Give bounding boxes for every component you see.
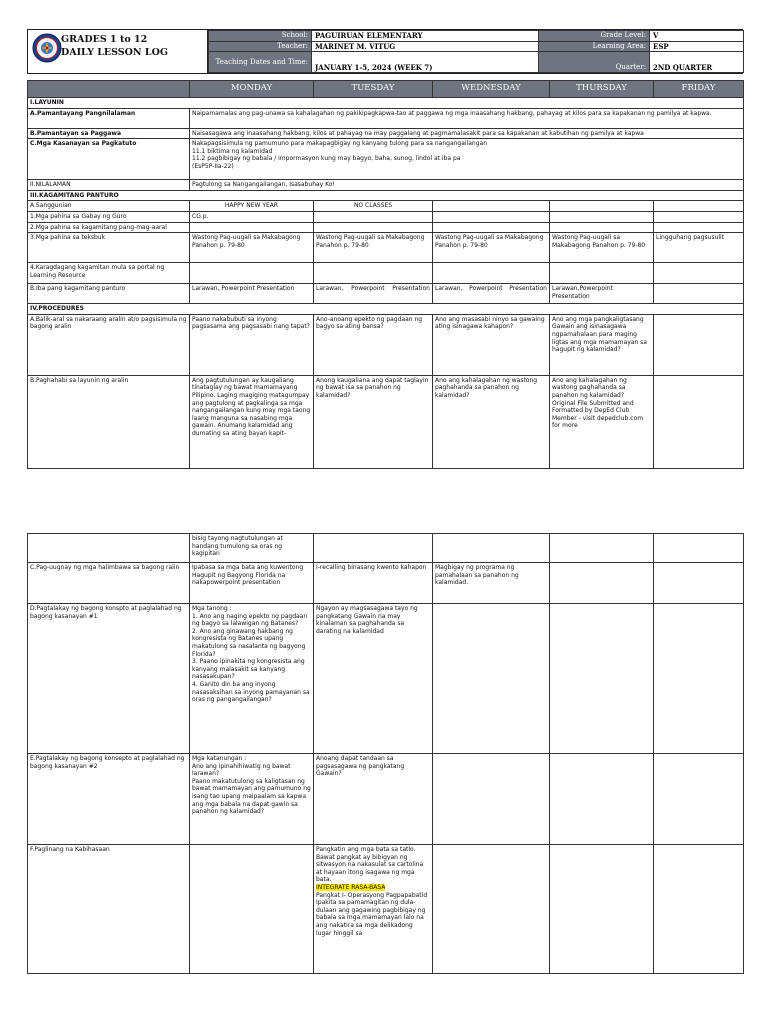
teksbuk-tuesday: Wastong Pag-uugali sa Makabagong Panahon p. 79-80 xyxy=(314,233,433,263)
teksbuk-friday: Lingguhang pagsusulit xyxy=(654,233,744,263)
empty-cell xyxy=(550,263,654,284)
empty-cell xyxy=(433,222,550,233)
sanggunian-tuesday: NO CLASSES xyxy=(314,201,433,212)
header-meta-table xyxy=(208,30,744,73)
text-pamantayang-pangnilalaman: Naipamamalas ang pag-unawa sa kahalagahan ng pakikipagkapwa-tao at paggawa ng mga inaasahang hakbang, pahayag at kilos para sa kapakanan ng pamilya at kapwa. xyxy=(190,108,744,128)
paghahabi-monday: Ang pagtutulungan ay kaugaliang tinataglay ng bawat mamamayang Pilipino. Laging magiging matagumpay ang pagtulong at pagkalinga sa mga nangangailangan kung may mga taong laang manguna sa nasabing mga gawain. Anumang kalamidad ang dumating sa ating bayan kapit- xyxy=(190,375,314,468)
header-title-block xyxy=(28,30,208,73)
label-gabay-ng-guro: 1.Mga pahina sa Gabay ng Guro xyxy=(28,211,190,222)
paghahabi-thursday: Ano ang kahalagahan ng wastong paghahanda sa panahon ng kalamidad? Original File Submitted and Formatted by DepEd Club Member - visit depedclub.com for more xyxy=(550,375,654,468)
pag-uugnay-thursday xyxy=(550,563,654,604)
label-teksbuk: 3.Mga pahina sa teksbuk xyxy=(28,233,190,263)
sanggunian-thursday xyxy=(550,201,654,212)
kagamitang-row xyxy=(28,190,744,201)
empty-cell xyxy=(654,222,744,233)
empty-cell xyxy=(433,534,550,563)
label-pagtalakay-2: E.Pagtalakay ng bagong konsepto at paglalahad ng bagong kasanayan #2 xyxy=(28,754,190,845)
grade-level-value: V xyxy=(650,31,744,42)
section-layunin: I.LAYUNIN xyxy=(28,98,744,109)
kasanayan-row xyxy=(28,139,744,180)
teksbuk-row xyxy=(28,233,744,263)
balik-aral-row xyxy=(28,314,744,375)
balik-aral-wednesday: Ano ang masasabi ninyo sa gawaing ating isinagawa kahapon? xyxy=(433,314,550,375)
pagtalakay-1-thursday xyxy=(550,604,654,754)
day-header-blank xyxy=(28,81,190,98)
iba-pang-tuesday: Larawan, Powerpoint Presentation xyxy=(314,284,433,304)
integrate-highlight xyxy=(316,884,430,892)
gabay-tuesday xyxy=(314,211,433,222)
teksbuk-thursday: Wastong Pag-uugali sa Makabagong Panahon p. 79-80 xyxy=(550,233,654,263)
pagtalakay-2-wednesday xyxy=(433,754,550,845)
paglinang-tuesday-instructions: Pangkatin ang mga bata sa tatlo. Bawat pangkat ay bibigyan ng sitwasyon na nakasulat sa cartolina at hayaan itong isagawa ng mga bata. xyxy=(316,846,424,884)
iba-pang-friday xyxy=(654,284,744,304)
paglinang-tuesday-group-1: Pangkat I- Operasyong Pagpapabatid Ipakita sa pamamagitan ng dula-dulaan ang gagawing pagbibigay ng babala sa mga mamamayan lalo na ang nakatira sa mga delikadong lugar hinggil sa xyxy=(316,891,428,937)
day-header-tuesday: TUESDAY xyxy=(314,81,433,98)
integrate-highlight-text: INTEGRATE RASA-BASA xyxy=(316,883,386,891)
iba-pang-thursday: Larawan,Powerpoint Presentation xyxy=(550,284,654,304)
balik-aral-thursday: Ano ang mga pangkaligtasang Gawain ang isinasagawa ngpamahalaan para maging ligtas ang mga mamamayan sa hagupit ng kalamidad? xyxy=(550,314,654,375)
teksbuk-wednesday: Wastong Pag-uugali sa Makabagong Panahon p. 79-80 xyxy=(433,233,550,263)
day-header-thursday: THURSDAY xyxy=(550,81,654,98)
empty-cell xyxy=(28,534,190,563)
empty-cell xyxy=(190,263,314,284)
pamantayang-pangnilalaman-row xyxy=(28,108,744,128)
pagtalakay-2-thursday xyxy=(550,754,654,845)
pagtalakay-2-friday xyxy=(654,754,744,845)
day-header-wednesday: WEDNESDAY xyxy=(433,81,550,98)
procedures-row xyxy=(28,304,744,315)
deped-seal-icon xyxy=(32,33,62,63)
label-paghahabi: B.Paghahabi sa layunin ng aralin xyxy=(28,375,190,468)
teksbuk-monday: Wastong Pag-uugali sa Makabagong Panahon p. 79-80 xyxy=(190,233,314,263)
paglinang-thursday xyxy=(550,845,654,974)
quarter-value: 2ND QUARTER xyxy=(650,52,744,73)
paglinang-friday xyxy=(654,845,744,974)
pagtalakay-2-row xyxy=(28,754,744,845)
lesson-grid-page-1 xyxy=(27,80,744,469)
header-title xyxy=(61,33,168,59)
empty-cell xyxy=(314,534,433,563)
pagtalakay-1-row xyxy=(28,604,744,754)
gabay-thursday xyxy=(550,211,654,222)
empty-cell xyxy=(314,222,433,233)
teacher-value: MARINET M. VITUG xyxy=(312,41,539,52)
balik-aral-tuesday: Ano-anoang epekto ng pagdaan ng bagyo sa ating bansa? xyxy=(314,314,433,375)
paglinang-row xyxy=(28,845,744,974)
pamantayan-sa-paggawa-row xyxy=(28,128,744,139)
iba-pang-wednesday: Larawan, Powerpoint Presentation xyxy=(433,284,550,304)
pagtalakay-1-friday xyxy=(654,604,744,754)
empty-cell xyxy=(550,222,654,233)
learning-area-value: ESP xyxy=(650,41,744,52)
sanggunian-wednesday xyxy=(433,201,550,212)
pagtalakay-1-monday: Mga tanong : 1. Ano ang naging epekto ng pagdaan ng bagyo sa lalawigan ng Batanes? 2. Ano ang ginawang hakbang ng kongresista ng Batanes upang makatulong sa nasalanta ng bagyong Florida? 3. Paano ipinakita ng kongresista ang kanyang malasakit sa kanyang nasasakupan? 4. Ganito din ba ang inyong nasasaksihan sa inyong pamayanan sa oras ng pangangailangan? xyxy=(190,604,314,754)
label-karagdagang-kagamitan: 4.Karagdagang kagamitan mula sa portal ng Learning Resource xyxy=(28,263,190,284)
layunin-row xyxy=(28,98,744,109)
school-value: PAGUIRUAN ELEMENTARY xyxy=(312,31,539,42)
text-kasanayan: Nakapagsisimula ng pamumuno para makapagbigay ng kanyang tulong para sa nangangailangan 11.1 biktima ng kalamidad 11.2 pagbibigay ng babala / impormasyon kung may bagyo, baha, sunog, lindol at iba pa (EsP5P-IIa-22) xyxy=(190,139,744,180)
day-header-row xyxy=(28,81,744,98)
paghahabi-friday xyxy=(654,375,744,468)
pagtalakay-1-tuesday: Ngayon ay magsasagawa tayo ng pangkatang Gawain na may kinalaman sa paghahanda sa darating na kalamidad xyxy=(314,604,433,754)
sanggunian-monday: HAPPY NEW YEAR xyxy=(190,201,314,212)
learning-area-label: Learning Area: xyxy=(539,41,650,52)
teacher-label: Teacher: xyxy=(209,41,312,52)
paglinang-wednesday xyxy=(433,845,550,974)
label-pamantayan-sa-paggawa: B.Pamantayan sa Paggawa xyxy=(28,128,190,139)
label-pamantayang-pangnilalaman: A.Pamantayang Pangnilalaman xyxy=(28,108,190,128)
kagamitang-pang-mag-aaral-row xyxy=(28,222,744,233)
label-sanggunian: A.Sanggunian xyxy=(28,201,190,212)
label-iba-pang-kagamitan: B.Iba pang kagamitang panturo xyxy=(28,284,190,304)
title-grades: GRADES 1 to 12 xyxy=(61,34,148,45)
gabay-monday: CG p. xyxy=(190,211,314,222)
paghahabi-continued-row xyxy=(28,534,744,563)
label-pagtalakay-1: D.Pagtalakay ng bagong konspto at paglalahad ng bagong kasanayan #1 xyxy=(28,604,190,754)
paghahabi-tuesday: Anong kaugaliana ang dapat taglayin ng bawat isa sa panahon ng kalamidad? xyxy=(314,375,433,468)
teaching-dates-value: JANUARY 1-5, 2024 (WEEK 7) xyxy=(312,52,539,73)
empty-cell xyxy=(654,534,744,563)
label-kasanayan: C.Mga Kasanayan sa Pagkatuto xyxy=(28,139,190,180)
pagtalakay-2-tuesday: Anoang dapat tandaan sa pagsasagawa ng pangkatang Gawain? xyxy=(314,754,433,845)
day-header-monday: MONDAY xyxy=(190,81,314,98)
teaching-dates-label: Teaching Dates and Time: xyxy=(209,52,312,73)
balik-aral-friday xyxy=(654,314,744,375)
section-kagamitang-panturo: III.KAGAMITANG PANTURO xyxy=(28,190,744,201)
empty-cell xyxy=(190,222,314,233)
balik-aral-monday: Paano nakabubuti sa inyong pagsasama ang pagsasabi nang tapat? xyxy=(190,314,314,375)
paglinang-monday xyxy=(190,845,314,974)
paghahabi-wednesday: Ano ang kahalagahan ng wastong paghahanda sa panahon ng kalamidad? xyxy=(433,375,550,468)
school-label: School: xyxy=(209,31,312,42)
pag-uugnay-row xyxy=(28,563,744,604)
karagdagang-row xyxy=(28,263,744,284)
sanggunian-row xyxy=(28,201,744,212)
gabay-row xyxy=(28,211,744,222)
label-pag-uugnay: C.Pag-uugnay ng mga halimbawa sa bagong raiin xyxy=(28,563,190,604)
label-nilalaman: II.NILALAMAN xyxy=(28,180,190,191)
text-pamantayan-sa-paggawa: Naisasagawa ang inaasahang hakbang, kilos at pahayag na may paggalang at pagmamalasakit para sa kapakanan at kabutihan ng pamilya at kapwa xyxy=(190,128,744,139)
empty-cell xyxy=(314,263,433,284)
empty-cell xyxy=(550,534,654,563)
paghahabi-row xyxy=(28,375,744,468)
pagtalakay-1-wednesday xyxy=(433,604,550,754)
nilalaman-row xyxy=(28,180,744,191)
title-daily-lesson-log: DAILY LESSON LOG xyxy=(61,47,168,58)
text-nilalaman: Pagtulong sa Nangangailangan, Isasabuhay Ko! xyxy=(190,180,744,191)
paglinang-tuesday xyxy=(314,845,433,974)
gabay-wednesday xyxy=(433,211,550,222)
empty-cell xyxy=(433,263,550,284)
empty-cell xyxy=(654,263,744,284)
label-balik-aral: A.Balik-aral sa nakaraang aralin at/o pagsisimula ng bagong aralin xyxy=(28,314,190,375)
pagtalakay-2-monday: Mga katanungan : Ano ang ipinahihiwatig ng bawat larawan? Paano makatutulong sa kaligtasan ng bawat mamamayan ang pamumuno ng isang tao upang maipaalam sa kapwa ang mga babala na dapat gawin sa panahon ng kalamidad? xyxy=(190,754,314,845)
lesson-grid-page-2 xyxy=(27,533,744,974)
section-procedures: IV.PROCEDURES xyxy=(28,304,744,315)
pag-uugnay-tuesday: I-recalling binasang kwento kahapon xyxy=(314,563,433,604)
pag-uugnay-wednesday: Magbigay ng programa ng pamahalaan sa panahon ng kalamidad. xyxy=(433,563,550,604)
label-paglinang: F.Paglinang na Kabihasaan xyxy=(28,845,190,974)
lesson-log-header xyxy=(27,29,743,74)
quarter-label: Quarter: xyxy=(539,52,650,73)
label-kagamitang-pang-mag-aaral: 2.Mga pahina sa kagamitang pang-mag-aaral xyxy=(28,222,190,233)
iba-pang-row xyxy=(28,284,744,304)
sanggunian-friday xyxy=(654,201,744,212)
day-header-friday: FRIDAY xyxy=(654,81,744,98)
paghahabi-monday-continued: bisig tayong nagtutulungan at handang tumulong sa oras ng kagipitan xyxy=(190,534,314,563)
gabay-friday xyxy=(654,211,744,222)
pag-uugnay-friday xyxy=(654,563,744,604)
pag-uugnay-monday: Ipabasa sa mga bata ang kuwentong Hagupit ng Bagyong Florida na nakapowerpoint presentation xyxy=(190,563,314,604)
grade-level-label: Grade Level: xyxy=(539,31,650,42)
iba-pang-monday: Larawan, Powerpoint Presentation xyxy=(190,284,314,304)
